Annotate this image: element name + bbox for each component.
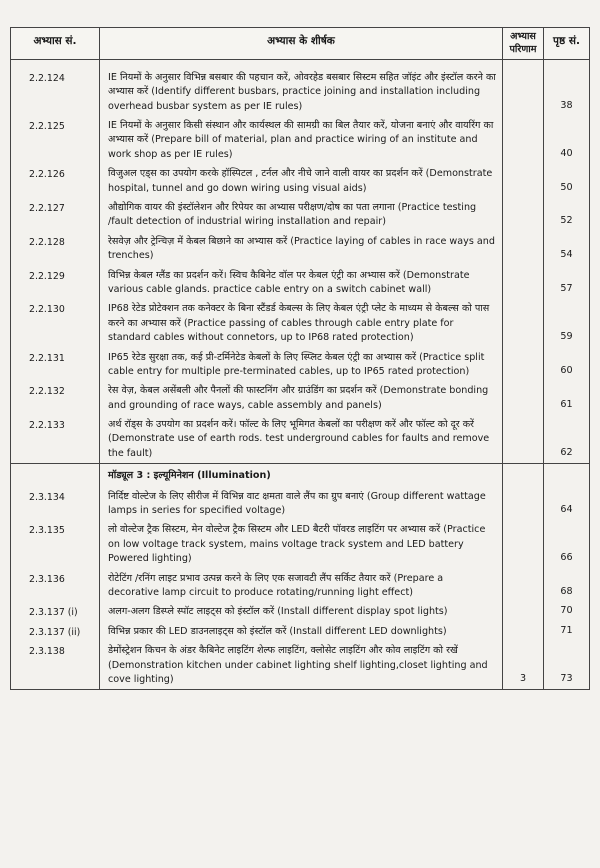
table-row (11, 68, 590, 116)
exercise-number: 2.2.128 (11, 232, 100, 266)
table-row (11, 299, 590, 347)
table-row (11, 569, 590, 603)
exercise-number: 2.3.136 (11, 569, 100, 603)
table-row (11, 266, 590, 300)
exercise-number: 2.2.125 (11, 116, 100, 164)
page-number: 40 (544, 116, 590, 164)
exercise-title: रेसवेज़ और ट्रेन्चिज़ में केबल बिछाने का अभ्यास करें (Practice laying of cables in race ways and trenches) (100, 232, 503, 266)
page-number: 54 (544, 232, 590, 266)
exercise-title: अर्थ रॉड्स के उपयोग का प्रदर्शन करें। फॉल्ट के लिए भूमिगत केबलों का परीक्षण करें और फॉल्ट को दूर करें (Demonstrate use of earth rods. test underground cables for faults and remove the fault) (100, 415, 503, 464)
exercise-title: विभिन्न केबल ग्लैंड का प्रदर्शन करें। स्विच कैबिनेट वॉल पर केबल एंट्री का अभ्यास करें (Demonstrate various cable glands. practice cable entry on a switch cabinet wall) (100, 266, 503, 300)
table-row (11, 116, 590, 164)
exercise-number: 2.3.138 (11, 641, 100, 690)
page-number: 66 (544, 520, 590, 568)
page-number: 61 (544, 381, 590, 415)
page-number: 52 (544, 198, 590, 232)
exercise-title: IP68 रेटेड प्रोटेक्शन तक कनेक्टर के बिना स्टैंडर्ड केबल्स के लिए केबल एंट्री प्लेट के माध्यम से केबल्स को पास करने का अभ्यास करें (Practice passing of cables through cable entry plate for standard cables without connetors, up to IP68 rated protection) (100, 299, 503, 347)
table-row (11, 348, 590, 382)
exercise-number: 2.3.134 (11, 487, 100, 521)
exercise-number: 2.2.133 (11, 415, 100, 464)
page-number: 62 (544, 415, 590, 464)
exercise-title: IE नियमों के अनुसार किसी संस्थान और कार्यस्थल की सामग्री का बिल तैयार करें, योजना बनाएं और वायरिंग का अभ्यास करें (Prepare bill of material, plan and practice wiring of an institute and work shop as per IE rules) (100, 116, 503, 164)
page-number: 73 (544, 641, 590, 690)
page-number: 57 (544, 266, 590, 300)
exercise-number: 2.2.126 (11, 164, 100, 198)
exercise-title: रेस वेज़, केबल असेंबली और पैनलों की फास्टनिंग और ग्राउंडिंग का प्रदर्शन करें (Demonstrate bonding and grounding of race ways, cable assembly and panels) (100, 381, 503, 415)
exercise-outcome: 3 (503, 641, 544, 690)
exercise-table (10, 27, 590, 690)
exercise-title: लो वोल्टेज ट्रैक सिस्टम, मेन वोल्टेज ट्रैक सिस्टम और LED बैटरी पॉवरड लाइटिंग पर अभ्यास करें (Practice on low voltage track system, mains voltage track system and LED battery Powered lighting) (100, 520, 503, 568)
table-row (11, 622, 590, 641)
table-row (11, 641, 590, 690)
header-exercise-title: अभ्यास के शीर्षक (100, 28, 503, 60)
table-row (11, 164, 590, 198)
exercise-title: IP65 रेटेड सुरक्षा तक, कई प्री-टर्मिनेटेड केबलों के लिए स्प्लिट केबल एंट्री का अभ्यास करें (Practice split cable entry for multiple pre-terminated cables, up to IP65 rated protection) (100, 348, 503, 382)
module-heading-row (11, 464, 590, 487)
spacer-row (11, 59, 590, 68)
page-number: 64 (544, 487, 590, 521)
exercise-number: 2.3.137 (i) (11, 602, 100, 621)
page-number: 68 (544, 569, 590, 603)
exercise-title: अलग-अलग डिस्प्ले स्पॉट लाइट्स को इंस्टॉल करें (Install different display spot lights) (100, 602, 503, 621)
exercise-title: विजुअल एड्स का उपयोग करके हॉस्पिटल , टर्नल और नीचे जाने वाली वायर का प्रदर्शन करें (Demonstrate hospital, tunnel and go down wiring using visual aids) (100, 164, 503, 198)
exercise-title: निर्दिष्ट वोल्टेज के लिए सीरीज में विभिन्न वाट क्षमता वाले लैंप का ग्रुप बनाएं (Group different wattage lamps in series for specified voltage) (100, 487, 503, 521)
module-title: मॉड्यूल 3 : इल्यूमिनेशन (Illumination) (100, 464, 503, 487)
exercise-number: 2.3.135 (11, 520, 100, 568)
exercise-number: 2.2.131 (11, 348, 100, 382)
page-number: 60 (544, 348, 590, 382)
page-number: 71 (544, 622, 590, 641)
exercise-title: विभिन्न प्रकार की LED डाउनलाइट्स को इंस्टॉल करें (Install different LED downlights) (100, 622, 503, 641)
header-page-no: पृष्ठ सं. (544, 28, 590, 60)
page-number: 59 (544, 299, 590, 347)
table-header-row (11, 28, 590, 60)
page-number: 50 (544, 164, 590, 198)
header-exercise-outcome: अभ्यास परिणाम (503, 28, 544, 60)
exercise-title: औद्योगिक वायर की इंस्टॉलेशन और रिपेयर का अभ्यास परीक्षण/दोष का पता लगाना (Practice testing /fault detection of industrial wiring installation and repair) (100, 198, 503, 232)
exercise-number: 2.2.130 (11, 299, 100, 347)
exercise-number: 2.2.132 (11, 381, 100, 415)
header-exercise-no: अभ्यास सं. (11, 28, 100, 60)
table-row (11, 232, 590, 266)
exercise-title: रोटेटिंग /रनिंग लाइट प्रभाव उत्पन्न करने के लिए एक सजावटी लैंप सर्किट तैयार करें (Prepare a decorative lamp circuit to produce rotating/running light effect) (100, 569, 503, 603)
table-row (11, 487, 590, 521)
page-number: 70 (544, 602, 590, 621)
exercise-number: 2.2.129 (11, 266, 100, 300)
table-row (11, 381, 590, 415)
exercise-number: 2.2.127 (11, 198, 100, 232)
table-row (11, 198, 590, 232)
exercise-number: 2.2.124 (11, 68, 100, 116)
page-number: 38 (544, 68, 590, 116)
exercise-number: 2.3.137 (ii) (11, 622, 100, 641)
table-row (11, 520, 590, 568)
table-row (11, 602, 590, 621)
table-row (11, 415, 590, 464)
exercise-title: डेमोंस्ट्रेशन किचन के अंडर कैबिनेट लाइटिंग शेल्फ लाइटिंग, क्लोसेट लाइटिंग और कोव लाइटिंग को रखें (Demonstration kitchen under cabinet lighting shelf lighting,closet lighting and cove lighting) (100, 641, 503, 690)
exercise-title: IE नियमों के अनुसार विभिन्न बसबार की पहचान करें, ओवरहेड बसबार सिस्टम सहित जॉइंट और इंस्टॉल करने का अभ्यास करें (Identify different busbars, practice joining and installation including overhead busbar system as per IE rules) (100, 68, 503, 116)
